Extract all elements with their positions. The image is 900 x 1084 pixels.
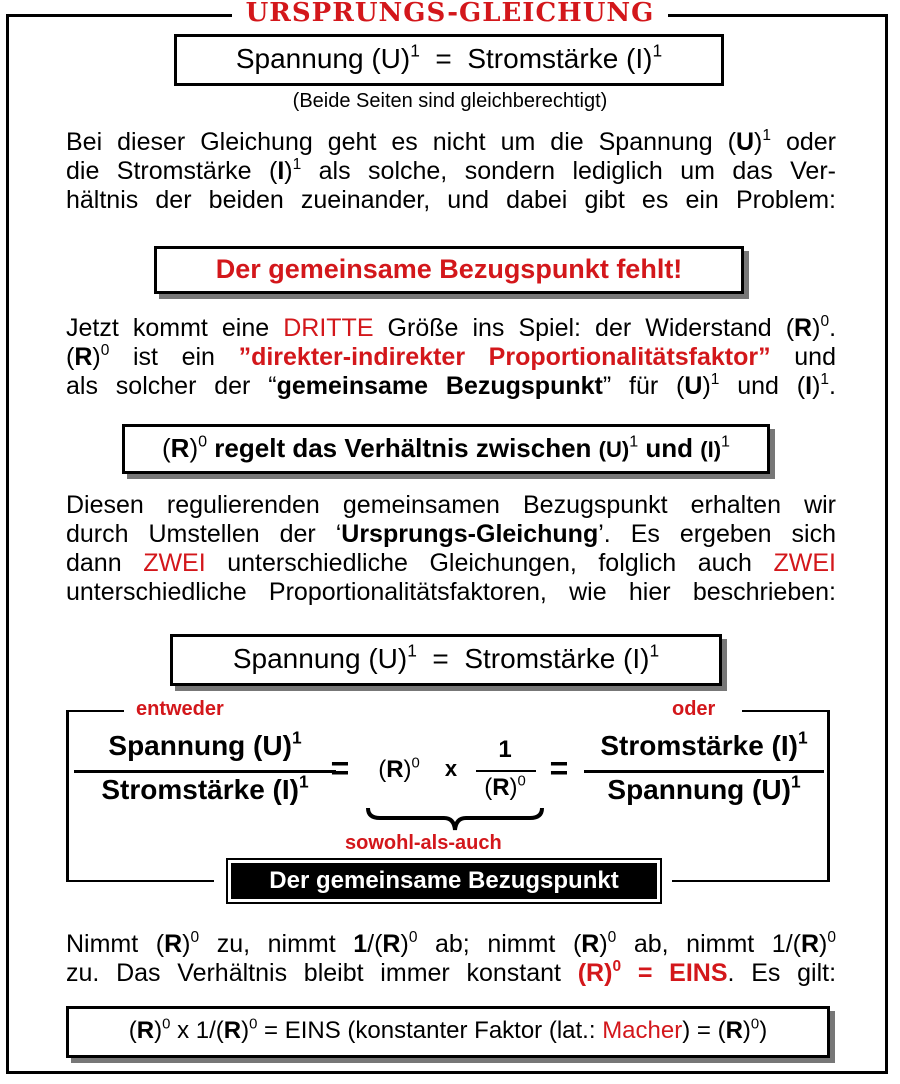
bracket-left [66, 710, 69, 882]
paragraph-rearrange: Diesen regulierenden gemeinsamen Bezugspunkt erhalten wir durch Umstellen der ‘Ursprungs-Gleichung’. Es ergeben sich dann ZWEI unterschiedliche Gleichungen, folglich auch ZWEI unterschiedliche Proportionalitätsfaktoren, wie hier beschrieben: [66, 491, 836, 606]
caption-equal-rights: (Beide Seiten sind gleichberechtigt) [292, 90, 608, 112]
paragraph-intro: Bei dieser Gleichung geht es nicht um die Spannung $(U)^1$ oder die Stromstärke $(I)^1$ als solche, sondern lediglich um das Ver- hältnis der beiden zueinander, und dabei gibt es ein Problem: [66, 126, 836, 214]
label-or: oder [672, 698, 716, 720]
reciprocal-denominator: $(R)^0$ [484, 773, 526, 801]
label-both: sowohl-als-auch [345, 832, 502, 854]
bracket-top-right [742, 710, 830, 712]
fraction-left-numerator: Spannung $(U)^1$ [108, 727, 302, 761]
fraction-right-numerator: Stromstärke $(I)^1$ [600, 727, 808, 761]
box-common-reference: Der gemeinsame Bezugspunkt [226, 858, 662, 904]
fraction-right-denominator: Spannung $(U)^1$ [607, 771, 801, 805]
page-heading: URSPRUNGS-GLEICHUNG [0, 0, 900, 28]
bracket-right [827, 710, 830, 882]
times-sign: x [444, 756, 458, 781]
equals-left: = [330, 750, 350, 786]
bracket-top-left [66, 710, 124, 712]
label-either: entweder [136, 698, 224, 720]
equals-right: = [549, 750, 569, 786]
equation-box-top: Spannung $(U)^1$ = Stromstärke $(I)^1$ [174, 34, 724, 86]
curly-brace [366, 806, 544, 832]
paragraph-third-quantity: Jetzt kommt eine DRITTE Größe ins Spiel: der Widerstand $(R)^0$. $(R)^0$ ist ein ”direkter-indirekter Proportionalitätsfaktor” und als solcher der “gemeinsame Bezugspunkt” für $(U)^1$ und $(I)^1$. [66, 312, 837, 400]
box-r-regulates: $(R)^0$ regelt das Verhältnis zwischen $(U)^1$ und $(I)^1$ [122, 424, 770, 474]
fraction-left-bar [74, 770, 336, 773]
bracket-bottom-right [672, 880, 830, 882]
fraction-right-bar [584, 770, 824, 773]
equation-box-middle: Spannung $(U)^1$ = Stromstärke $(I)^1$ [170, 634, 722, 686]
factor-r: $(R)^0$ [378, 755, 420, 783]
box-constant-factor: $(R)^0$ x $1/(R)^0$ = EINS (konstanter Faktor (lat.: Macher) = $(R)^0$) [66, 1006, 830, 1058]
bracket-bottom-left [66, 880, 214, 882]
paragraph-constant: Nimmt $(R)^0$ zu, nimmt $1/(R)^0$ ab; nimmt $(R)^0$ ab, nimmt $1/(R)^0$ zu. Das Verhältnis bleibt immer konstant $(R)^0$ = EINS. Es gilt: [66, 928, 837, 987]
fraction-left-denominator: Stromstärke $(I)^1$ [101, 771, 309, 805]
box-missing-reference: Der gemeinsame Bezugspunkt fehlt! [154, 246, 744, 294]
reciprocal-numerator: 1 [498, 736, 512, 763]
reciprocal-bar [476, 770, 536, 772]
